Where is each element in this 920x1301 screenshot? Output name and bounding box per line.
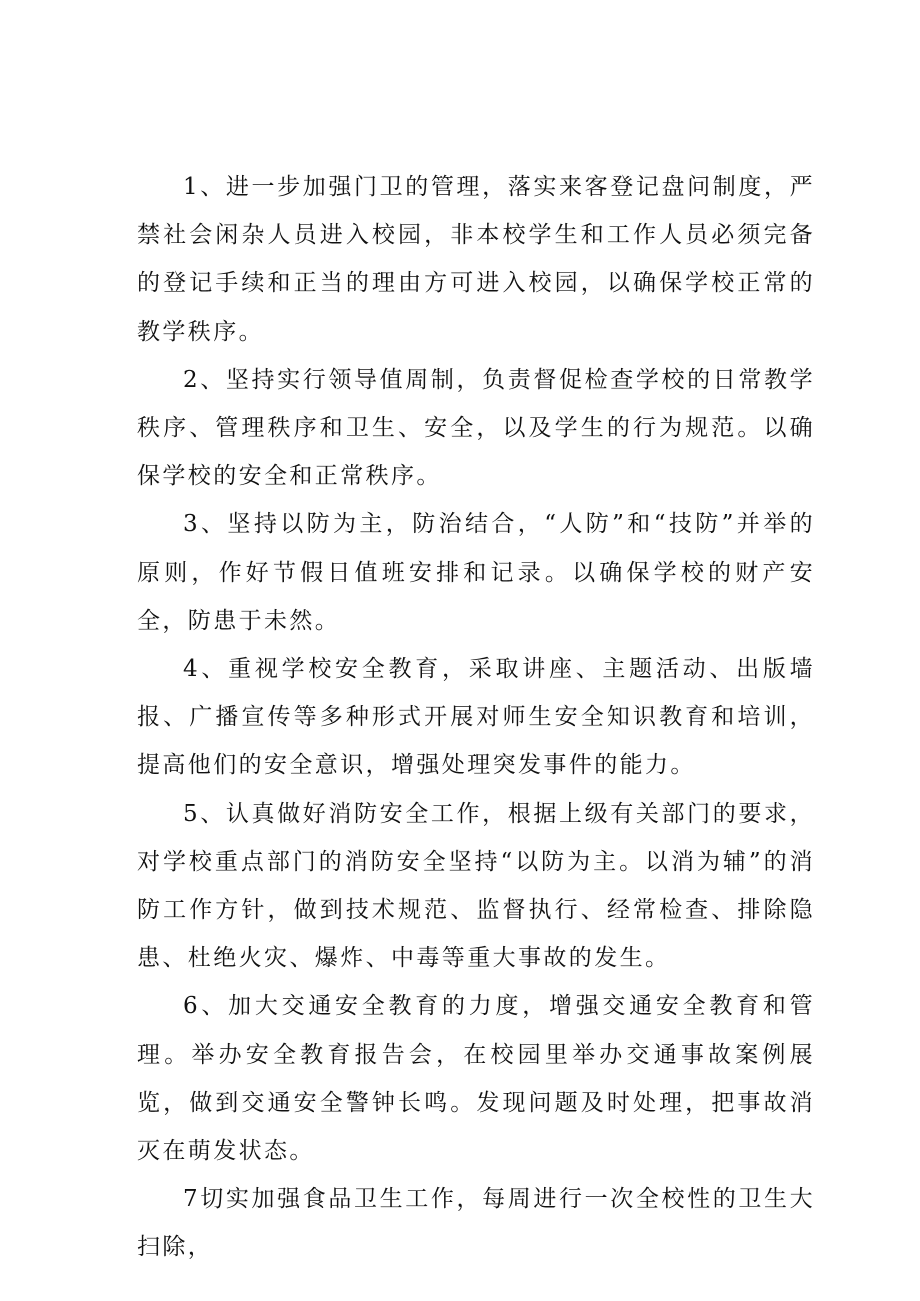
paragraph-4: 4、重视学校安全教育，采取讲座、主题活动、出版墙报、广播宣传等多种形式开展对师生安全知识教育和培训，提高他们的安全意识，增强处理突发事件的能力。 [137, 656, 815, 779]
paragraph-3: 3、坚持以防为主，防治结合，“人防”和“技防”并举的原则，作好节假日值班安排和记录。以确保学校的财产安全，防患于未然。 [137, 511, 815, 634]
paragraph-5: 5、认真做好消防安全工作，根据上级有关部门的要求，对学校重点部门的消防安全坚持“以防为主。以消为辅”的消防工作方针，做到技术规范、监督执行、经常检查、排除隐患、杜绝火灾、爆炸、中毒等重大事故的发生。 [137, 800, 815, 972]
paragraph-1: 1、进一步加强门卫的管理，落实来客登记盘问制度，严禁社会闲杂人员进入校园，非本校学生和工作人员必须完备的登记手续和正当的理由方可进入校园，以确保学校正常的教学秩序。 [137, 174, 815, 345]
paragraph-6: 6、加大交通安全教育的力度，增强交通安全教育和管理。举办安全教育报告会，在校园里举办交通事故案例展览，做到交通安全警钟长鸣。发现问题及时处理，把事故消灭在萌发状态。 [137, 993, 815, 1165]
paragraph-7: 7切实加强食品卫生工作，每周进行一次全校性的卫生大扫除， [137, 1186, 815, 1261]
paragraph-2: 2、坚持实行领导值周制，负责督促检查学校的日常教学秩序、管理秩序和卫生、安全，以及学生的行为规范。以确保学校的安全和正常秩序。 [137, 366, 815, 490]
document-body [137, 163, 815, 1272]
